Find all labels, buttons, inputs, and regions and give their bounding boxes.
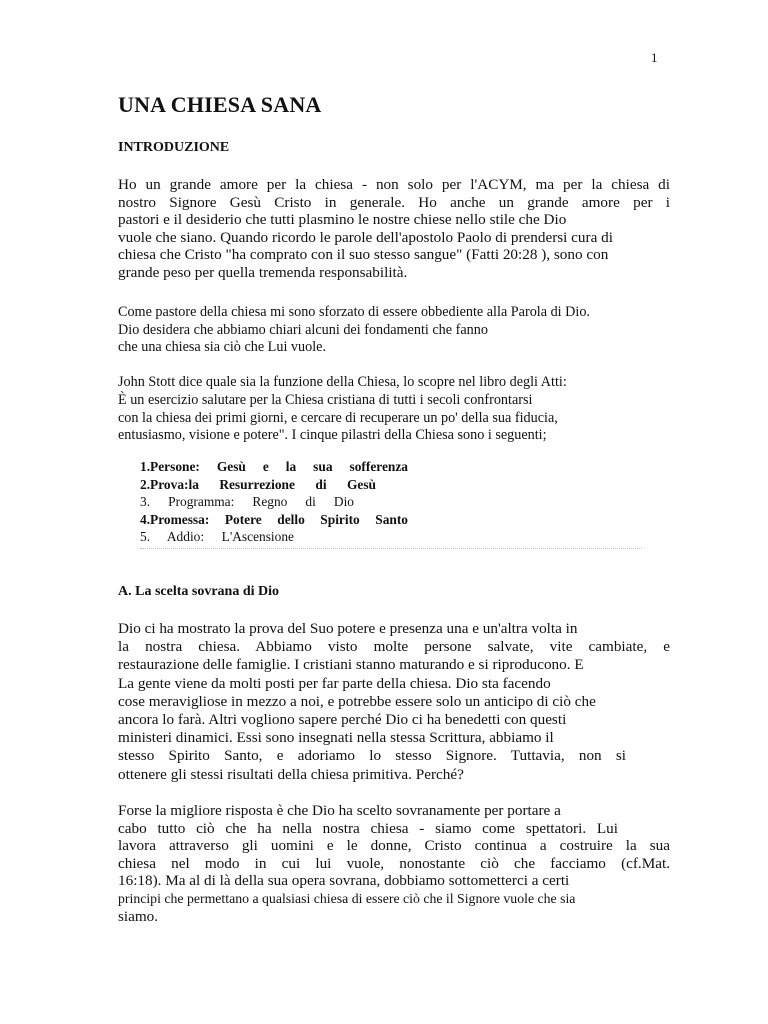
list-item: 4.Promessa: Potere dello Spirito Santo xyxy=(140,511,408,527)
paragraph-line: pastori e il desiderio che tutti plasmino le nostre chiese nello stile che Dio xyxy=(118,211,567,228)
paragraph-sovereign xyxy=(118,802,670,925)
paragraph-line: Dio desidera che abbiamo chiari alcuni dei fondamenti che fanno xyxy=(118,321,488,338)
paragraph-pastor xyxy=(118,304,670,357)
paragraph-line: la nostra chiesa. Abbiamo visto molte persone salvate, vite cambiate, e xyxy=(118,638,670,656)
intro-heading: INTRODUZIONE xyxy=(118,140,230,155)
paragraph-line: vuole che siano. Quando ricordo le parole dell'apostolo Paolo di prendersi cura di xyxy=(118,228,613,246)
list-item: 1.Persone: Gesù e la sua sofferenza xyxy=(140,459,408,474)
paragraph-line: La gente viene da molti posti per far parte della chiesa. Dio sta facendo xyxy=(118,674,551,692)
paragraph-line: ancora lo farà. Altri vogliono sapere perché Dio ci ha benedetti con questi xyxy=(118,711,567,729)
paragraph-line: Dio ci ha mostrato la prova del Suo potere e presenza una e un'altra volta in xyxy=(118,620,578,637)
paragraph-line: Come pastore della chiesa mi sono sforzato di essere obbediente alla Parola di Dio. xyxy=(118,304,590,320)
paragraph-line: John Stott dice quale sia la funzione della Chiesa, lo scopre nel libro degli Atti: xyxy=(118,374,567,390)
list-item: 2.Prova:la Resurrezione di Gesù xyxy=(140,476,376,492)
paragraph-line: cabo tutto ciò che ha nella nostra chiesa - siamo come spettatori. Lui xyxy=(118,819,618,837)
document-title: UNA CHIESA SANA xyxy=(118,92,322,117)
paragraph-line: ministeri dinamici. Essi sono insegnati nella stessa Scrittura, abbiamo il xyxy=(118,729,554,747)
paragraph-line: grande peso per quella tremenda responsabilità. xyxy=(118,263,408,281)
paragraph-line: lavora attraverso gli uomini e le donne, Cristo continua a costruire la sua xyxy=(118,837,670,855)
list-item: 5. Addio: L'Ascensione xyxy=(140,529,294,544)
paragraph-line: con la chiesa dei primi giorni, e cercare di recuperare un po' della sua fiducia, xyxy=(118,409,558,426)
paragraph-line: stesso Spirito Santo, e adoriamo lo stesso Signore. Tuttavia, non si xyxy=(118,747,626,765)
paragraph-line: entusiasmo, visione e potere". I cinque pilastri della Chiesa sono i seguenti; xyxy=(118,427,547,444)
paragraph-line: 16:18). Ma al di là della sua opera sovrana, dobbiamo sottometterci a certi xyxy=(118,872,570,890)
paragraph-line: Ho un grande amore per la chiesa - non solo per l'ACYM, ma per la chiesa di xyxy=(118,176,670,193)
paragraph-line: cose meravigliose in mezzo a noi, e potrebbe essere solo un anticipo di ciò che xyxy=(118,692,596,710)
page-number: 1 xyxy=(651,50,658,65)
paragraph-proof xyxy=(118,620,670,784)
paragraph-john-stott xyxy=(118,374,670,445)
paragraph-line: siamo. xyxy=(118,907,159,925)
paragraph-line: Forse la migliore risposta è che Dio ha scelto sovranamente per portare a xyxy=(118,802,561,819)
pillars-list xyxy=(140,458,408,546)
paragraph-line: principi che permettano a qualsiasi chiesa di essere ciò che il Signore vuole che sia xyxy=(118,890,576,906)
paragraph-line: nostro Signore Gesù Cristo in generale. Ho anche un grande amore per i xyxy=(118,193,670,211)
section-a-heading: A. La scelta sovrana di Dio xyxy=(118,584,279,599)
list-item: 3. Programma: Regno di Dio xyxy=(140,494,354,509)
paragraph-line: restaurazione delle famiglie. I cristiani stanno maturando e si riproducono. E xyxy=(118,656,584,674)
paragraph-line: chiesa nel modo in cui lui vuole, nonostante ciò che facciamo (cf.Mat. xyxy=(118,854,670,872)
paragraph-intro-love xyxy=(118,176,670,281)
paragraph-line: che una chiesa sia ciò che Lui vuole. xyxy=(118,339,326,355)
paragraph-line: È un esercizio salutare per la Chiesa cristiana di tutti i secoli confrontarsi xyxy=(118,391,533,408)
dotted-divider xyxy=(140,548,642,549)
paragraph-line: chiesa che Cristo "ha comprato con il suo stesso sangue" (Fatti 20:28 ), sono con xyxy=(118,246,609,263)
paragraph-line: ottenere gli stessi risultati della chiesa primitiva. Perché? xyxy=(118,765,464,783)
